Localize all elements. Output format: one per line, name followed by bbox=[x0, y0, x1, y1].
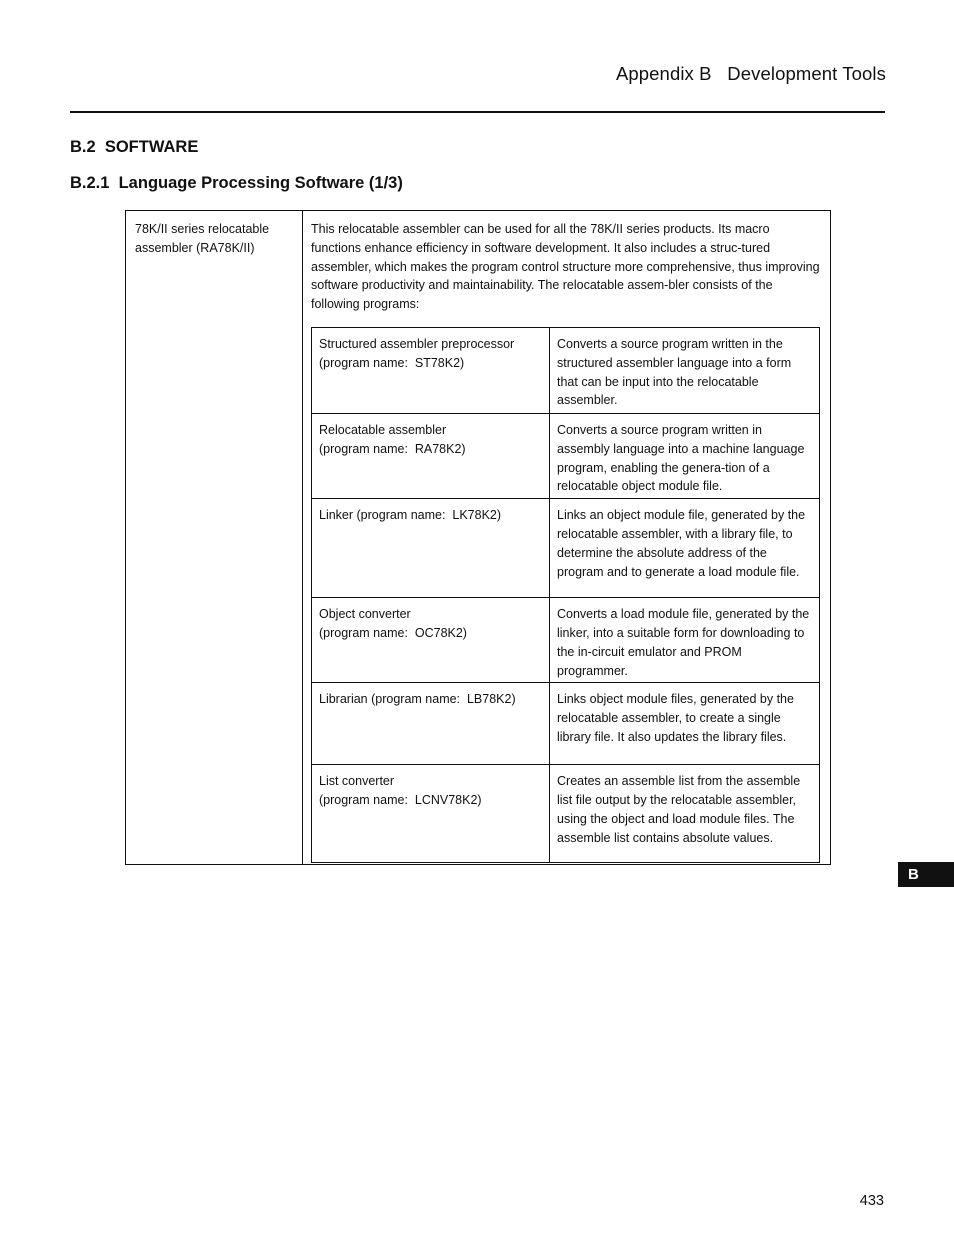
program-name-line-2: (program name: RA78K2) bbox=[319, 441, 466, 456]
program-name-cell bbox=[312, 328, 550, 414]
table-row bbox=[312, 499, 820, 598]
appendix-tab-marker: B bbox=[898, 862, 954, 887]
program-description: Converts a source program written in the structured assembler language into a form that can be input into the relocatable assembler. bbox=[550, 328, 820, 414]
item-name-line-2: assembler (RA78K/II) bbox=[135, 240, 255, 255]
program-name-line-1: Structured assembler preprocessor bbox=[319, 337, 515, 351]
program-name-line-1: Object converter bbox=[319, 607, 411, 622]
item-description: This relocatable assembler can be used for all the 78K/II series products. Its macro functions enhance efficiency in software development. It also includes a struc-tured assembler, which makes the program control structure more comprehensive, thus improving software productivity and maintainability. The relocatable assem-bler consists of the following programs: bbox=[311, 222, 820, 312]
program-name-line-2: (program name: ST78K2) bbox=[319, 355, 465, 370]
section-heading: B.2 SOFTWARE bbox=[70, 138, 199, 156]
table-row bbox=[312, 683, 820, 765]
program-name-cell bbox=[312, 414, 550, 499]
item-name-cell bbox=[135, 220, 295, 258]
subsection-heading: B.2.1 Language Processing Software (1/3) bbox=[70, 174, 403, 192]
program-name-line-1: Linker (program name: LK78K2) bbox=[319, 508, 502, 523]
table-row bbox=[312, 598, 820, 683]
programs-table bbox=[311, 327, 820, 863]
program-name-line-1: List converter bbox=[319, 774, 395, 789]
program-description: Converts a load module file, generated by the linker, into a suitable form for downloading to the in-circuit emulator and PROM programmer. bbox=[550, 598, 820, 683]
table-column-divider bbox=[302, 211, 303, 864]
header-rule bbox=[70, 111, 885, 113]
table-row bbox=[312, 328, 820, 414]
program-description: Links object module files, generated by the relocatable assembler, to create a single library file. It also updates the library files. bbox=[550, 683, 820, 765]
program-name-cell bbox=[312, 683, 550, 765]
program-description: Creates an assemble list from the assemble list file output by the relocatable assembler, using the object and load module files. The assemble list contains absolute values. bbox=[550, 765, 820, 863]
program-name-line-2: (program name: OC78K2) bbox=[319, 625, 467, 640]
page-number: 433 bbox=[859, 1193, 884, 1209]
item-name-line-1: 78K/II series relocatable bbox=[135, 222, 270, 236]
program-name-line-2: (program name: LCNV78K2) bbox=[319, 793, 482, 808]
program-description: Converts a source program written in assembly language into a machine language program, enabling the genera-tion of a relocatable object module file. bbox=[550, 414, 820, 499]
table-row bbox=[312, 414, 820, 499]
table-row bbox=[312, 765, 820, 863]
program-name-cell bbox=[312, 598, 550, 683]
program-name-cell bbox=[312, 499, 550, 598]
program-name-line-1: Relocatable assembler bbox=[319, 423, 447, 437]
program-description: Links an object module file, generated by the relocatable assembler, with a library file, to determine the absolute address of the program and to generate a load module file. bbox=[550, 499, 820, 598]
software-table bbox=[125, 210, 831, 865]
program-name-cell bbox=[312, 765, 550, 863]
page-header-title: Appendix B Development Tools bbox=[615, 63, 886, 84]
program-name-line-1: Librarian (program name: LB78K2) bbox=[319, 692, 516, 707]
